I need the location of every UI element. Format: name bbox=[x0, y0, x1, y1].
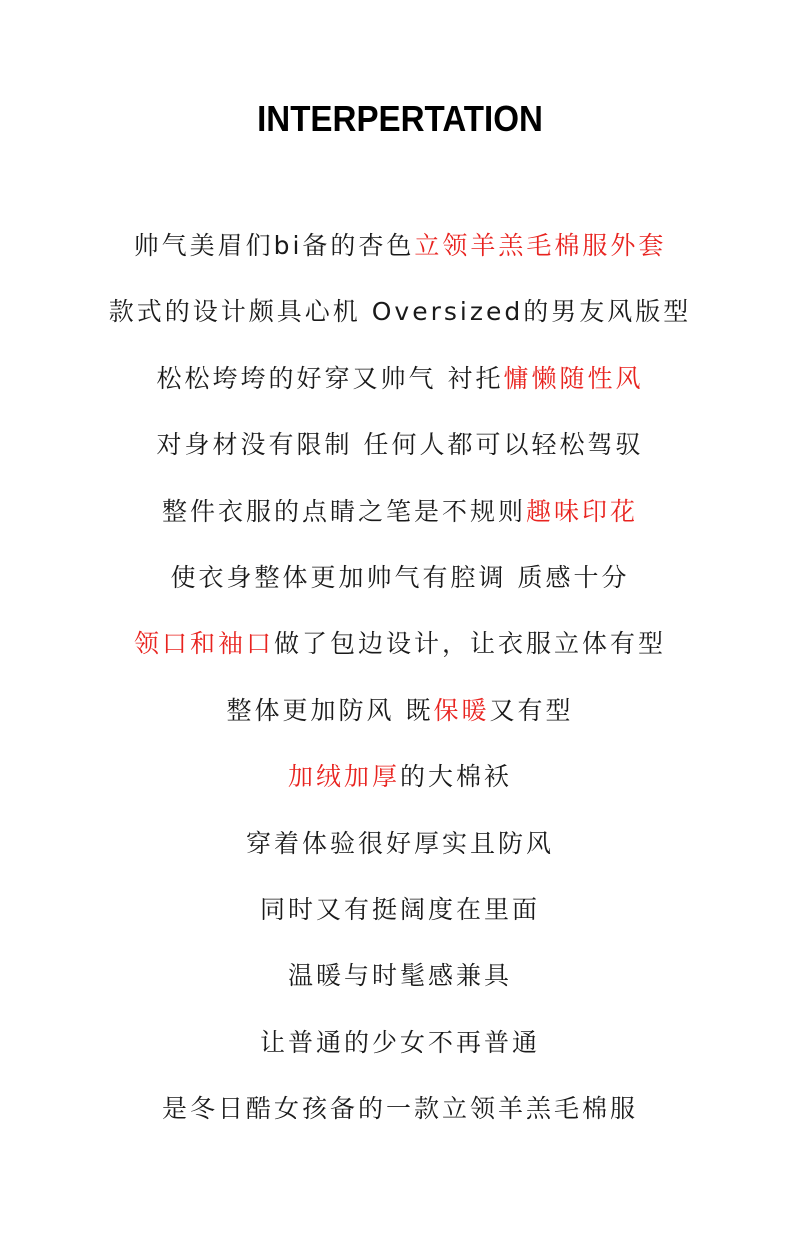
body-text: 让普通的少女不再普通 bbox=[259, 1027, 540, 1057]
description-line bbox=[0, 361, 800, 427]
description-line bbox=[0, 1091, 800, 1157]
highlighted-text: 立领羊羔毛棉服外套 bbox=[414, 231, 667, 260]
description-line bbox=[0, 560, 800, 626]
body-text: 对身材没有限制 任何人都可以轻松驾驭 bbox=[156, 430, 644, 460]
body-text: 款式的设计颇具心机 Oversized的男友风版型 bbox=[108, 297, 692, 327]
description-line bbox=[0, 826, 800, 892]
body-text: 做了包边设计，让衣服立体有型 bbox=[274, 629, 667, 659]
description-line bbox=[0, 294, 800, 360]
body-text: 又有型 bbox=[489, 695, 574, 725]
highlighted-text: 趣味印花 bbox=[526, 496, 639, 526]
description-line bbox=[0, 427, 800, 493]
body-text: 穿着体验很好厚实且防风 bbox=[245, 828, 554, 858]
body-text: 是冬日酷女孩备的一款立领羊羔毛棉服 bbox=[161, 1094, 638, 1124]
description-line bbox=[0, 494, 800, 560]
page-title: INTERPERTATION bbox=[257, 98, 543, 139]
description-line bbox=[0, 626, 800, 692]
description-line bbox=[0, 892, 800, 958]
highlighted-text: 领口和袖口 bbox=[133, 629, 274, 659]
description-lines bbox=[0, 228, 800, 1157]
description-line bbox=[0, 228, 800, 294]
body-text: 整体更加防风 既 bbox=[226, 695, 434, 725]
description-line bbox=[0, 958, 800, 1024]
body-text: 整件衣服的点睛之笔是不规则 bbox=[161, 496, 526, 526]
body-text: 松松垮垮的好穿又帅气 衬托 bbox=[156, 363, 504, 393]
description-line bbox=[0, 1025, 800, 1091]
body-text: 同时又有挺阔度在里面 bbox=[259, 894, 540, 924]
body-text: 温暖与时髦感兼具 bbox=[287, 961, 512, 991]
description-line bbox=[0, 693, 800, 759]
highlighted-text: 慵懒随性风 bbox=[503, 363, 644, 393]
body-text: 帅气美眉们bi备的杏色 bbox=[133, 231, 415, 260]
highlighted-text: 保暖 bbox=[433, 695, 490, 725]
body-text: 的大棉袄 bbox=[400, 762, 513, 792]
highlighted-text: 加绒加厚 bbox=[287, 762, 400, 792]
description-line bbox=[0, 759, 800, 825]
body-text: 使衣身整体更加帅气有腔调 质感十分 bbox=[170, 562, 630, 592]
